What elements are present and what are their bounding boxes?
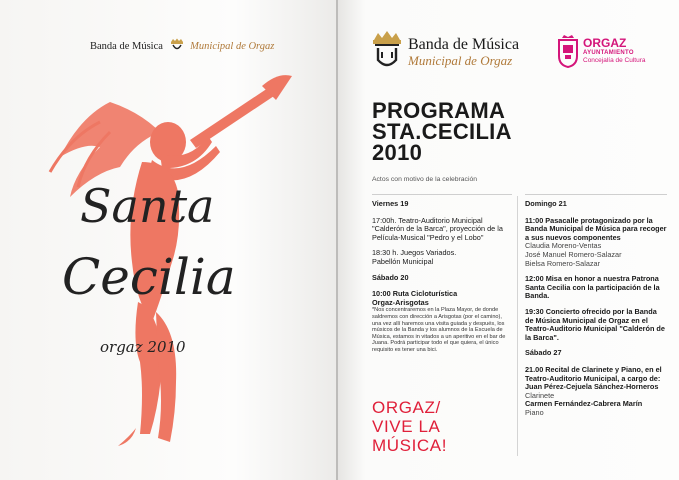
event-juegos — [372, 249, 512, 266]
column-divider — [517, 196, 518, 456]
title-line-3: 2010 — [372, 140, 423, 165]
left-header-municipal: Municipal de Orgaz — [190, 40, 275, 52]
day-domingo: Domingo 21 — [525, 199, 567, 208]
title-line-1: PROGRAMA — [372, 98, 506, 123]
orgaz-shield-icon — [557, 34, 579, 68]
event-ruta-line2: Orgaz-Arisgotas — [372, 297, 429, 307]
crest-icon — [169, 38, 185, 55]
schedule-column-2 — [525, 200, 667, 417]
event-juegos-line1: 18:30 h. Juegos Variados. — [372, 248, 457, 258]
event-juegos-line2: Pabellón Municipal — [372, 256, 434, 266]
day-sabado-27: Sábado 27 — [525, 348, 562, 358]
santa-cecilia-illustration — [40, 62, 300, 452]
vive-la-musica — [372, 398, 447, 455]
calligraphy-cecilia: Cecilia — [62, 248, 236, 306]
title-line-2: STA.CECILIA — [372, 119, 512, 144]
orgaz-logo — [557, 34, 646, 73]
divider-col2 — [525, 194, 667, 195]
orgaz-name: ORGAZ — [583, 36, 627, 50]
calligraphy-orgaz: orgaz 2010 — [100, 338, 186, 356]
member-2: José Manuel Romero-Salazar — [525, 249, 622, 259]
day-viernes: Viernes 19 — [372, 199, 409, 208]
program-title — [372, 100, 512, 163]
orgaz-concejalia: Concejalía de Cultura — [583, 57, 646, 64]
calligraphy-santa: Santa — [80, 179, 215, 233]
performer-2: Carmen Fernández-Cabrera Marín — [525, 399, 643, 409]
event-misa: 12:00 Misa en honor a nuestra Patrona Santa Cecilia con la participación de la Banda. — [525, 274, 660, 301]
performer-1-role: Clarinete — [525, 390, 555, 400]
program-subtitle: Actos con motivo de la celebración — [372, 176, 478, 183]
event-pelicula: 17:00h. Teatro-Auditorio Municipal "Calderón de la Barca", proyección de la Película-Musical "Pedro y el Lobo" — [372, 215, 503, 242]
vive-line-3: MÚSICA! — [372, 436, 448, 455]
orgaz-ayuntamiento: AYUNTAMIENTO — [583, 50, 634, 56]
left-header — [90, 38, 274, 55]
vive-line-1: ORGAZ/ — [372, 398, 441, 417]
schedule-column-1 — [372, 200, 512, 360]
performer-2-role: Piano — [525, 407, 544, 417]
vive-line-2: VIVE LA — [372, 417, 441, 436]
performer-1: Juan Pérez-Cejuela Sánchez-Horneros — [525, 382, 659, 392]
horn-icon — [190, 75, 292, 148]
event-concierto: 19:30 Concierto ofrecido por la Banda de Música Municipal de Orgaz en el Teatro-Auditorio Municipal "Calderón de la Barca". — [525, 306, 665, 342]
banda-crest-icon — [370, 30, 404, 70]
brand-banda: Banda de Música — [408, 36, 520, 53]
left-header-banda: Banda de Música — [90, 40, 163, 52]
brand-municipal: Municipal de Orgaz — [408, 53, 513, 68]
event-recital: 21.00 Recital de Clarinete y Piano, en el Teatro-Auditorio Municipal, a cargo de: — [525, 364, 662, 383]
event-pasacalle: 11:00 Pasacalle protagonizado por la Banda Municipal de Música para recoger a sus nuevos componentes — [525, 215, 667, 242]
day-sabado-20: Sábado 20 — [372, 272, 409, 282]
divider-col1 — [372, 194, 512, 195]
event-ruta-note: *Nos concentraremos en la Plaza Mayor, de donde saldremos con dirección a Arisgotas (por el camino), una vez allí haremos una visita guiada y después, los músicos de la Banda y los alumnos de la Escuela de Música, estamos in vitados a un aperitivo en el bar de Juana. Podrá participar todo el que quiera, el único requisito es tener una bici. — [372, 307, 506, 353]
member-3: Bielsa Romero-Salazar — [525, 258, 601, 268]
left-page — [0, 0, 336, 480]
event-ruta-line1: 10:00 Ruta Cicloturística — [372, 289, 458, 299]
banda-logo — [370, 30, 520, 75]
member-1: Claudia Moreno-Ventas — [525, 241, 602, 251]
